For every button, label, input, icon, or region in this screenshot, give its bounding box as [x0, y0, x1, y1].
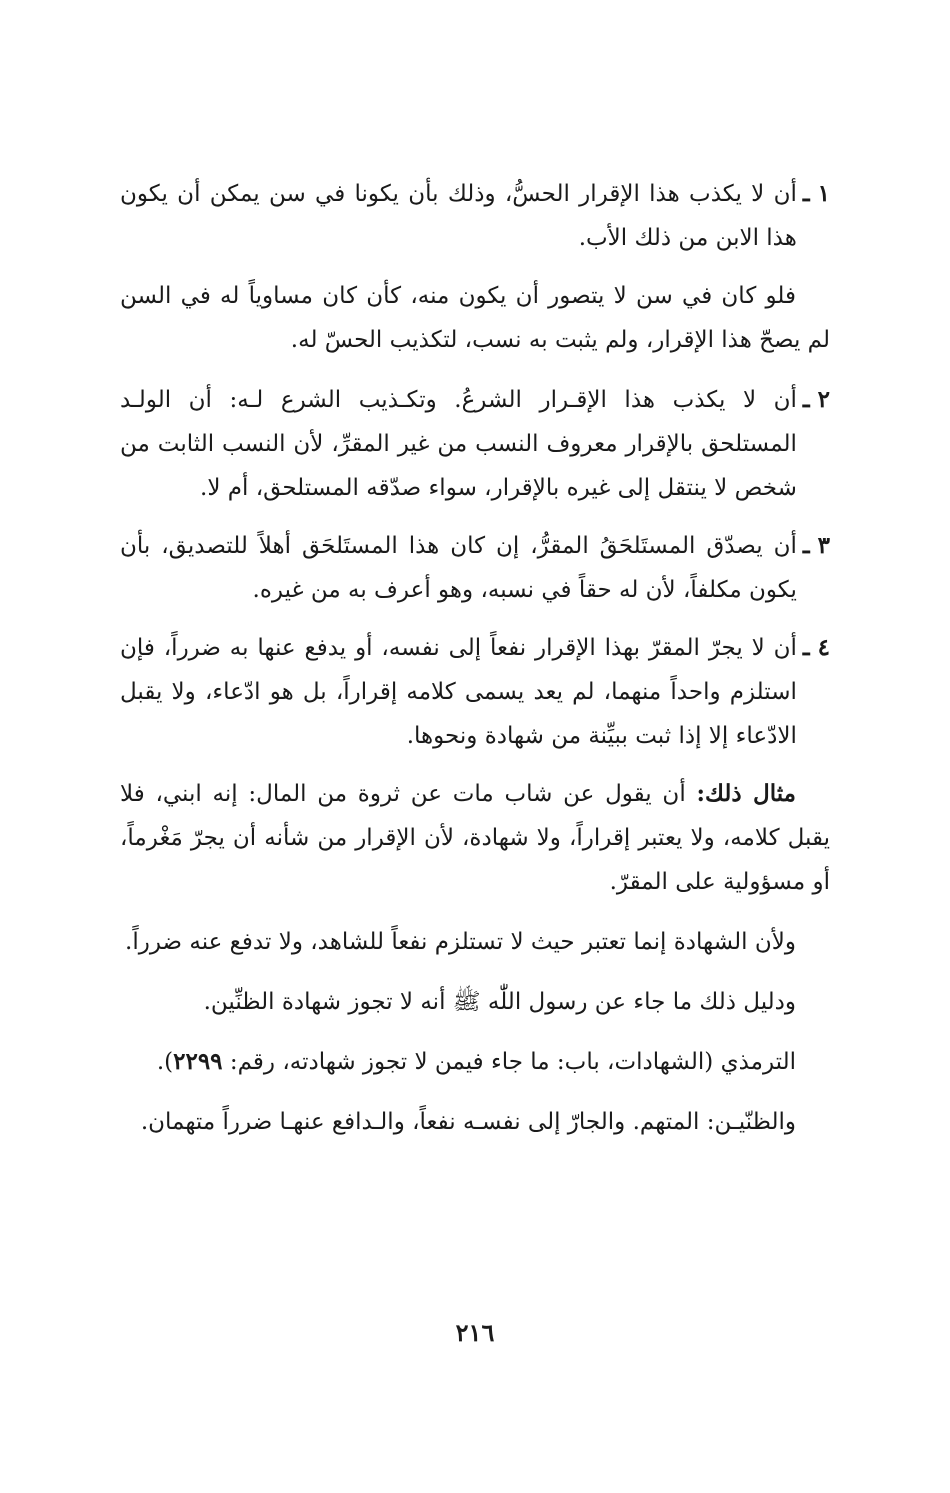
page-number: ٢١٦: [455, 1318, 495, 1347]
item-text: أن لا يجرّ المقرّ بهذا الإقرار نفعاً إلى نفسه، أو يدفع عنها به ضرراً، فإن استلزم واحداً منهما، لم يعد يسمى كلامه إقراراً، بل هو ادّعاء، ولا يقبل الادّعاء إلا إذا ثبت ببيِّنة من شهادة ونحوها.: [120, 635, 797, 749]
item-number: ٣ ـ: [802, 532, 830, 559]
reference-number: ٢٢٩٩: [173, 1048, 223, 1075]
paragraph-definition: والظنّيـن: المتهم. والجارّ إلى نفسـه نفعاً، والـدافع عنهـا ضرراً متهمان.: [140, 1109, 796, 1135]
paragraph-age-example: فلو كان في سن لا يتصور أن يكون منه، كأن كان مساوياً له في السن لم يصحّ هذا الإقرار، ولم يثبت به نسب، لتكذيب الحسّ له.: [120, 283, 830, 353]
item-number: ١ ـ: [802, 180, 830, 207]
page-body: [120, 172, 830, 1160]
paragraph-witness: ولأن الشهادة إنما تعتبر حيث لا تستلزم نفعاً للشاهد، ولا تدفع عنه ضرراً.: [125, 929, 796, 955]
reference-text: الترمذي (الشهادات، باب: ما جاء فيمن لا تجوز شهادته، رقم:: [222, 1049, 796, 1075]
item-text: أن لا يكذب هذا الإقـرار الشرعُ. وتكـذيب الشرع لـه: أن الولـد المستلحق بالإقرار معروف النسب من غير المقرِّ، لأن النسب الثابت من شخص لا ينتقل إلى غيره بالإقرار، سواء صدّقه المستلحق، أم لا.: [120, 387, 797, 501]
example-text: أن يقول عن شاب مات عن ثروة من المال: إنه ابني، فلا يقبل كلامه، ولا يعتبر إقراراً، ولا شهادة، لأن الإقرار من شأنه أن يجرّ مَغْرماً، أو مسؤولية على المقرّ.: [120, 781, 830, 895]
item-number: ٢ ـ: [802, 386, 830, 413]
example-lead: مثال ذلك:: [696, 780, 796, 807]
paragraph-evidence: ودليل ذلك ما جاء عن رسول اللّٰه ﷺ أنه لا تجوز شهادة الظنِّين.: [203, 989, 796, 1015]
reference-close: ).: [156, 1049, 174, 1075]
condition-item-3: [120, 524, 830, 612]
item-text: أن يصدّق المستَلحَقُ المقرُّ، إن كان هذا المستَلحَق أهلاً للتصديق، بأن يكون مكلفاً، لأن له حقاً في نسبه، وهو أعرف به من غيره.: [120, 533, 797, 603]
paragraph-example: [120, 772, 830, 904]
reference-citation: [120, 1040, 830, 1084]
item-text: أن لا يكذب هذا الإقرار الحسُّ، وذلك بأن يكونا في سن يمكن أن يكون هذا الابن من ذلك الأب.: [120, 181, 797, 251]
condition-item-2: [120, 378, 830, 510]
condition-item-1: [120, 172, 830, 260]
condition-item-4: [120, 626, 830, 758]
item-number: ٤ ـ: [802, 634, 830, 661]
